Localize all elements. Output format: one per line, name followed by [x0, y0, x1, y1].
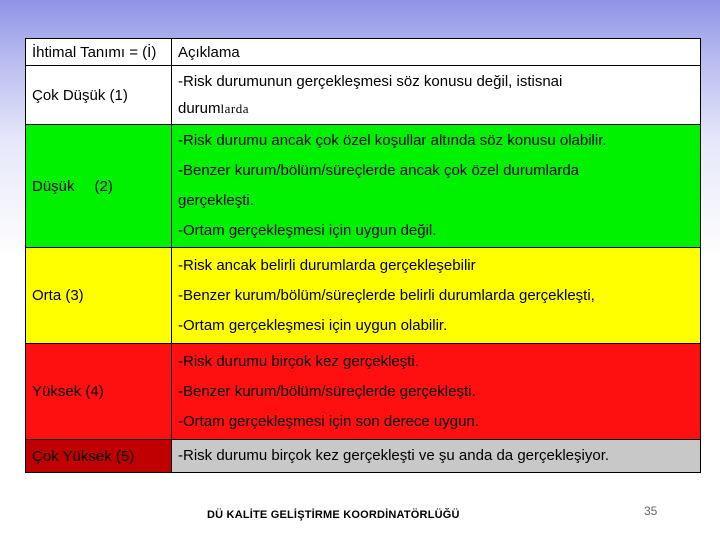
description-line-part: durum — [178, 100, 221, 117]
description-line: -Benzer kurum/bölüm/süreçlerde gerçekleşti. — [178, 382, 476, 400]
table-row-very-high — [26, 440, 701, 473]
table-row-medium — [26, 248, 701, 344]
description-line: -Risk durumu ancak çok özel koşullar altında söz konusu olabilir. — [178, 132, 607, 149]
table-row-low — [26, 125, 701, 248]
level-very-low-label: Çok Düşük (1) — [26, 66, 172, 125]
table-header-row — [26, 39, 701, 66]
description-line — [178, 95, 694, 122]
level-low-label — [26, 125, 172, 248]
level-low-name: Düşük — [32, 177, 75, 195]
description-line: -Ortam gerçekleşmesi için son derece uygun. — [178, 412, 479, 430]
level-medium-label: Orta (3) — [26, 248, 172, 344]
level-very-high-label: Çok Yüksek (5) — [26, 440, 172, 473]
level-high-label: Yüksek (4) — [26, 344, 172, 440]
level-very-low-description — [172, 66, 701, 125]
footer-organization: DÜ KALİTE GELİŞTİRME KOORDİNATÖRLÜĞÜ — [207, 509, 460, 521]
description-line: -Risk durumu birçok kez gerçekleşti ve şu anda da gerçekleşiyor. — [178, 447, 610, 464]
description-line: -Ortam gerçekleşmesi için uygun olabilir. — [178, 316, 448, 334]
level-very-high-description — [172, 440, 701, 473]
description-line: -Risk ancak belirli durumlarda gerçekleşebilir — [178, 256, 476, 274]
level-medium-description — [172, 248, 701, 344]
header-probability-definition: İhtimal Tanımı = (İ) — [26, 39, 172, 66]
table-row-very-low — [26, 66, 701, 125]
page-number: 35 — [644, 504, 658, 518]
description-line: -Ortam gerçekleşmesi için uygun değil. — [178, 222, 437, 239]
description-line: gerçekleşti. — [178, 192, 254, 209]
probability-table — [25, 38, 701, 473]
level-low-number: (2) — [94, 177, 113, 195]
level-low-description — [172, 125, 701, 248]
header-description: Açıklama — [172, 39, 701, 66]
description-line: -Risk durumu birçok kez gerçekleşti. — [178, 352, 419, 370]
description-line: -Benzer kurum/bölüm/süreçlerde belirli durumlarda gerçekleşti, — [178, 286, 595, 304]
table-row-high — [26, 344, 701, 440]
description-line-part: larda — [220, 101, 250, 116]
description-line: -Benzer kurum/bölüm/süreçlerde ancak çok özel durumlarda — [178, 162, 580, 179]
level-high-description — [172, 344, 701, 440]
description-line: -Risk durumunun gerçekleşmesi söz konusu değil, istisnai — [178, 73, 563, 90]
